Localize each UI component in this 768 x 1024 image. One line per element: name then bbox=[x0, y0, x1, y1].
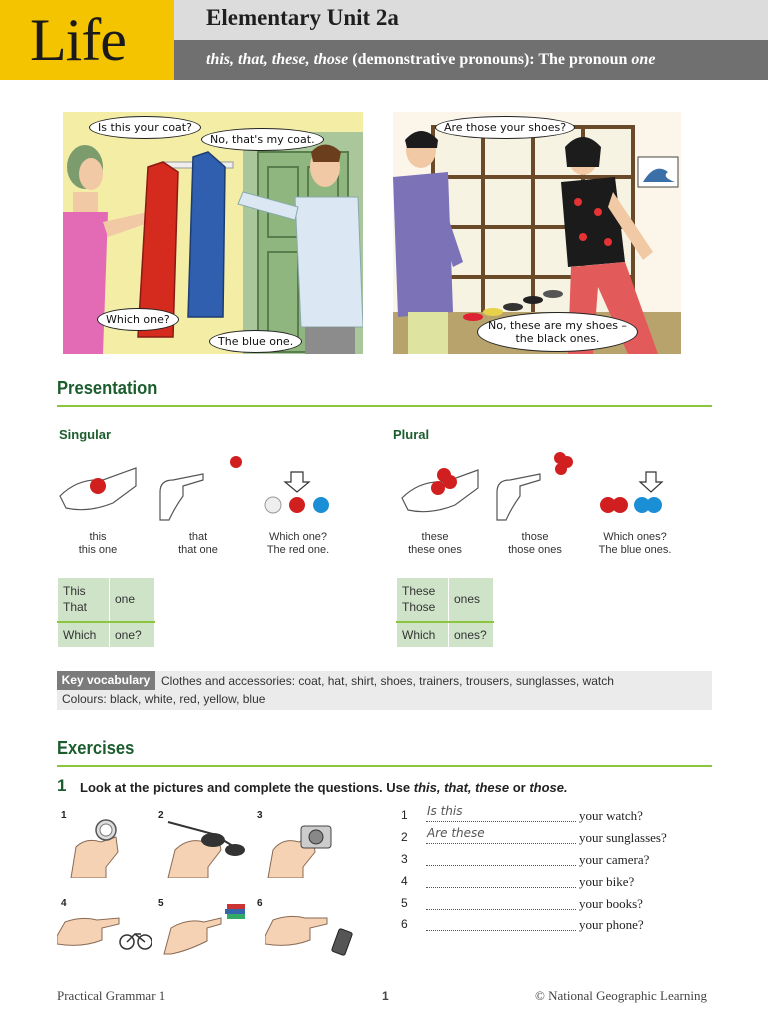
question-row-6 bbox=[401, 915, 711, 935]
singular-heading: Singular bbox=[59, 427, 112, 442]
caption-those: those those ones bbox=[508, 531, 562, 556]
which-one-balls-icon bbox=[263, 470, 335, 516]
cell-which: Which bbox=[58, 622, 110, 648]
answer-field-1[interactable]: Is this bbox=[427, 804, 463, 818]
caption-that: that that one bbox=[178, 531, 218, 556]
plural-heading: Plural bbox=[393, 427, 430, 442]
cell-this-that: This That bbox=[58, 578, 110, 622]
question-row-2 bbox=[401, 828, 711, 848]
question-row-4 bbox=[401, 872, 711, 892]
unit-title-bar bbox=[174, 0, 768, 40]
key-vocabulary-box bbox=[57, 671, 712, 710]
subtitle-mid: (demonstrative pronouns): The pronoun bbox=[348, 51, 632, 68]
caption-this: this this one bbox=[78, 531, 118, 556]
illustration-coat-scene bbox=[63, 112, 363, 354]
exercise-instructions: Look at the pictures and complete the questions. Use this, that, these or those. bbox=[80, 780, 568, 795]
answer-line bbox=[426, 843, 576, 844]
vocab-clothes-line bbox=[161, 674, 614, 688]
hand-holding-ball-icon bbox=[58, 458, 138, 518]
presentation-heading: Presentation bbox=[57, 378, 158, 398]
question-number: 5 bbox=[401, 896, 408, 910]
picture-number: 2 bbox=[158, 810, 164, 821]
down-arrow-icon bbox=[285, 472, 309, 492]
pointing-at-phone-icon bbox=[265, 906, 357, 958]
answer-field-2[interactable]: Are these bbox=[427, 826, 485, 840]
red-balls-icon bbox=[552, 450, 574, 478]
speech-bubble-which-one: Which one? bbox=[97, 308, 179, 331]
hand-with-sunglasses-icon bbox=[163, 812, 247, 878]
answer-line bbox=[426, 909, 576, 910]
which-ones-balls-icon bbox=[598, 470, 672, 516]
exercise-number: 1 bbox=[57, 776, 67, 795]
answer-line bbox=[426, 821, 576, 822]
pointing-at-bike-icon bbox=[57, 906, 152, 954]
life-logo bbox=[0, 0, 174, 80]
pointing-hand-icon bbox=[155, 462, 205, 522]
pointing-hand-plural-icon bbox=[492, 462, 542, 522]
speech-bubble-no-thats-my-coat: No, that's my coat. bbox=[201, 128, 324, 151]
question-row-5 bbox=[401, 894, 711, 914]
question-text: your phone? bbox=[579, 917, 644, 932]
question-text: your watch? bbox=[579, 808, 643, 823]
colours-list: black, white, red, yellow, blue bbox=[106, 692, 266, 706]
subtitle-bar bbox=[174, 40, 768, 80]
cell-one-q: one? bbox=[110, 622, 155, 648]
key-vocabulary-badge: Key vocabulary bbox=[57, 671, 155, 690]
cell-which-plural: Which bbox=[397, 622, 449, 648]
hand-holding-balls-icon bbox=[400, 458, 480, 520]
exercises-heading: Exercises bbox=[57, 738, 135, 758]
page-number: 1 bbox=[382, 989, 389, 1003]
question-text: your sunglasses? bbox=[579, 830, 667, 845]
question-row-3 bbox=[401, 850, 711, 870]
answer-line bbox=[426, 930, 576, 931]
subtitle-italic-2: one bbox=[631, 51, 656, 68]
question-number: 1 bbox=[401, 808, 408, 822]
clothes-label: Clothes and accessories: bbox=[161, 674, 296, 688]
presentation-rule bbox=[57, 405, 712, 407]
unit-subtitle bbox=[206, 51, 655, 69]
caption-which-one: Which one? The red one. bbox=[266, 531, 330, 556]
subtitle-italic: this, that, these, those bbox=[206, 51, 349, 68]
down-arrow-plural-icon bbox=[640, 472, 662, 492]
colours-label: Colours: bbox=[62, 692, 107, 706]
clothes-list: coat, hat, shirt, shoes, trainers, trousers, sunglasses, watch bbox=[295, 674, 614, 688]
cell-ones-q: ones? bbox=[449, 622, 494, 648]
speech-bubble-is-this-your-coat: Is this your coat? bbox=[89, 116, 201, 139]
unit-title: Elementary Unit 2a bbox=[206, 5, 399, 30]
red-ball-icon bbox=[229, 455, 243, 469]
answer-line bbox=[426, 865, 576, 866]
speech-bubble-the-blue-one: The blue one. bbox=[209, 330, 302, 353]
bubble-line-1: No, these are my shoes – bbox=[488, 319, 627, 332]
exercises-rule bbox=[57, 765, 712, 767]
singular-grammar-table bbox=[57, 577, 155, 648]
answer-line bbox=[426, 887, 576, 888]
question-text: your camera? bbox=[579, 852, 650, 867]
plural-grammar-table bbox=[396, 577, 494, 648]
speech-bubble-no-these-are-my-shoes bbox=[477, 312, 638, 352]
question-text: your books? bbox=[579, 896, 643, 911]
footer-copyright: © National Geographic Learning bbox=[535, 988, 707, 1003]
cell-ones: ones bbox=[449, 578, 494, 622]
question-number: 2 bbox=[401, 830, 408, 844]
picture-number: 1 bbox=[61, 810, 67, 821]
vocab-colours-line bbox=[62, 692, 265, 706]
pointing-at-books-icon bbox=[159, 896, 251, 956]
question-number: 3 bbox=[401, 852, 408, 866]
picture-number: 5 bbox=[158, 898, 164, 909]
bubble-line-2: the black ones. bbox=[515, 332, 600, 345]
question-row-1 bbox=[401, 806, 711, 826]
question-number: 6 bbox=[401, 917, 408, 931]
caption-these: these these ones bbox=[408, 531, 462, 556]
caption-which-ones: Which ones? The blue ones. bbox=[598, 531, 672, 556]
picture-number: 6 bbox=[257, 898, 263, 909]
speech-bubble-are-those-your-shoes: Are those your shoes? bbox=[435, 116, 575, 139]
cell-one: one bbox=[110, 578, 155, 622]
cell-these-those: These Those bbox=[397, 578, 449, 622]
footer-book-title: Practical Grammar 1 bbox=[57, 988, 166, 1003]
hand-with-camera-icon bbox=[263, 812, 335, 878]
hand-with-watch-icon bbox=[66, 812, 136, 878]
logo-text: Life bbox=[30, 7, 126, 73]
question-number: 4 bbox=[401, 874, 408, 888]
question-text: your bike? bbox=[579, 874, 635, 889]
illustration-shoes-scene bbox=[393, 112, 681, 354]
picture-number: 4 bbox=[61, 898, 67, 909]
picture-number: 3 bbox=[257, 810, 263, 821]
